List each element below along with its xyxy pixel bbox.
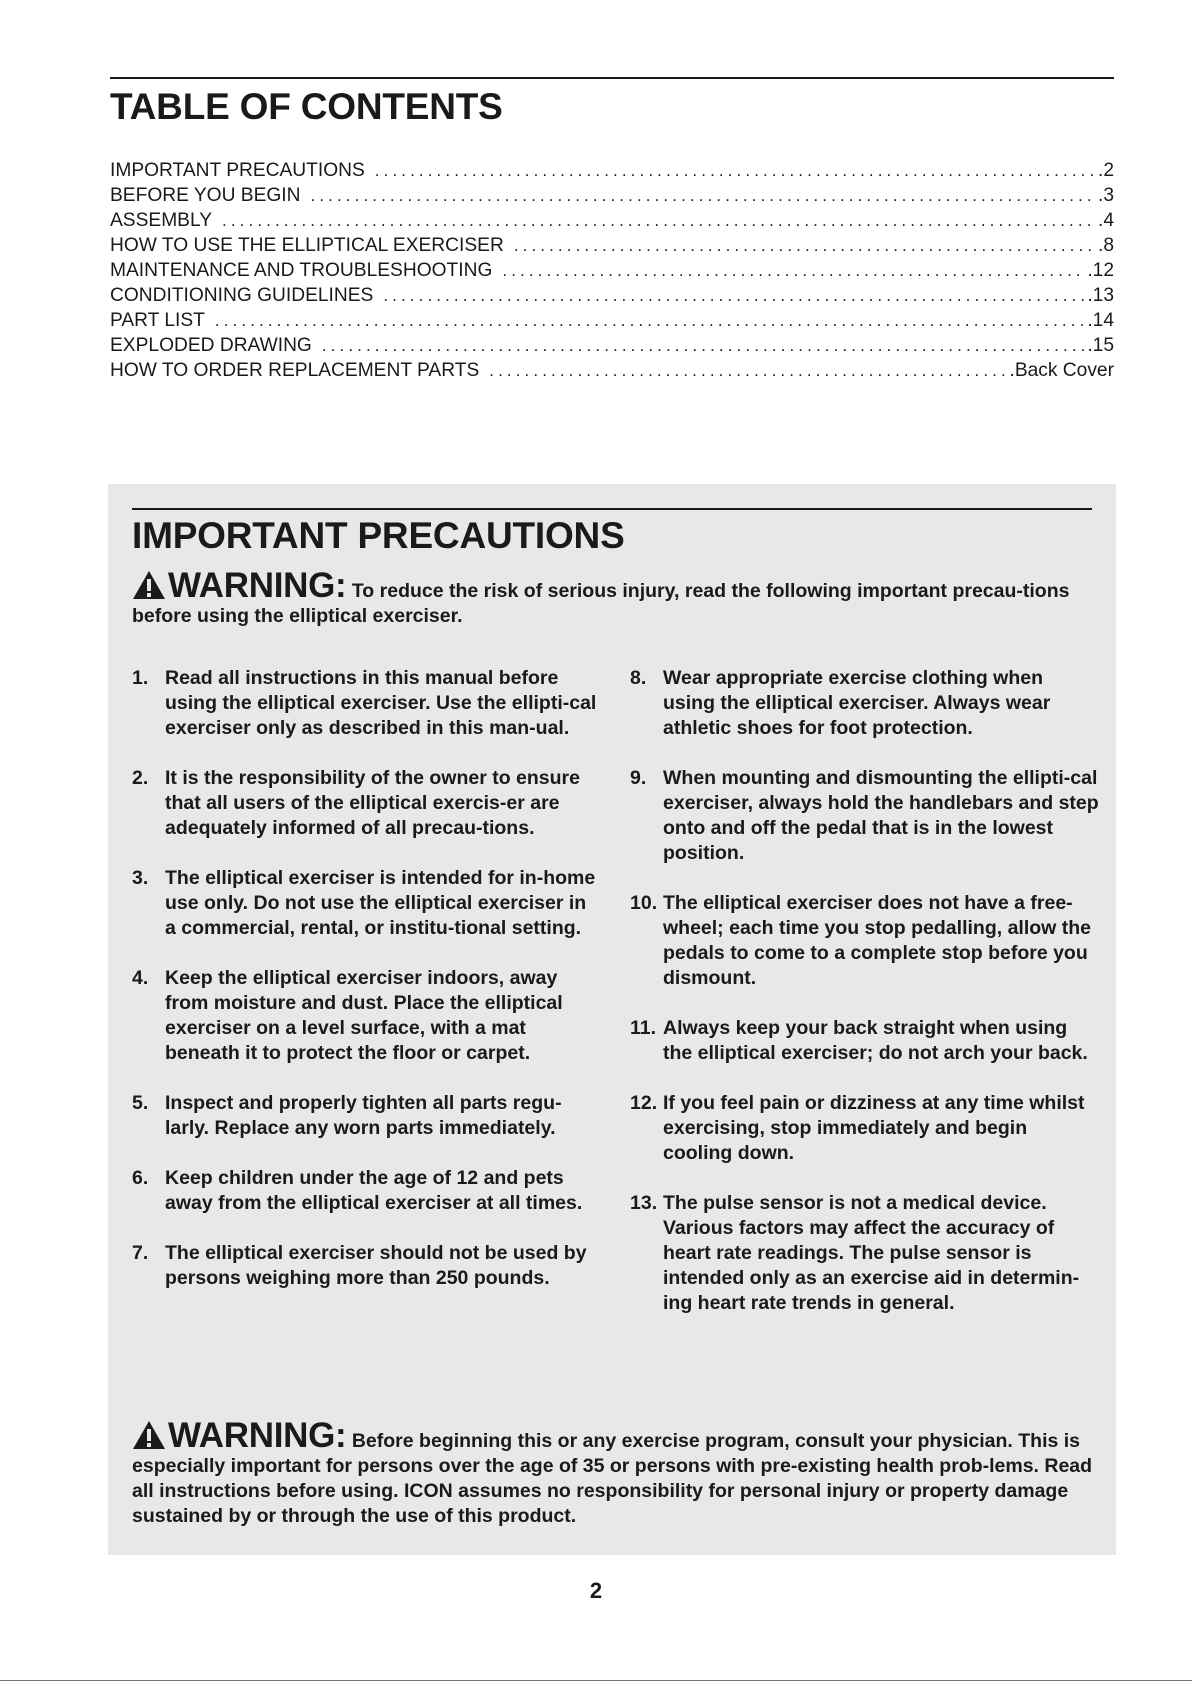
- item-number: 1.: [132, 667, 149, 689]
- toc-entry-page: .4: [1097, 210, 1114, 231]
- toc-leader: [489, 358, 1007, 383]
- toc-entry: [110, 158, 1114, 183]
- item-number: 3.: [132, 867, 149, 889]
- toc-leader: [311, 183, 1096, 208]
- toc-leader: [375, 158, 1096, 183]
- toc-entry-page: .2: [1097, 160, 1114, 181]
- toc-entry-page: .3: [1097, 185, 1114, 206]
- item-number: 2.: [132, 767, 149, 789]
- warning-triangle-icon: [132, 1420, 166, 1450]
- list-item: [630, 666, 1100, 741]
- item-number: 13.: [630, 1192, 658, 1214]
- item-text: When mounting and dismounting the ellipti-cal exerciser, always hold the handlebars and step onto and off the pedal that is in the lowest position.: [663, 767, 1099, 864]
- list-item: [132, 1166, 602, 1216]
- toc-title: TABLE OF CONTENTS: [110, 86, 503, 127]
- warning-triangle-icon: [132, 570, 166, 600]
- toc-entry: [110, 333, 1114, 358]
- table-of-contents: [110, 77, 1114, 383]
- toc-entry: [110, 308, 1114, 333]
- toc-entry: [110, 258, 1114, 283]
- list-item: [630, 1091, 1100, 1166]
- page-number: 2: [589, 1578, 603, 1603]
- item-number: 10.: [630, 892, 658, 914]
- toc-entry: [110, 233, 1114, 258]
- item-text: The pulse sensor is not a medical device. Various factors may affect the accuracy of heart rate readings. The pulse sensor is intended only as an exercise aid in determin-ing heart rate trends in general.: [663, 1192, 1080, 1314]
- toc-entry-page: .8: [1097, 235, 1114, 256]
- item-number: 7.: [132, 1242, 149, 1264]
- list-item: [630, 1016, 1100, 1066]
- list-item: [132, 766, 602, 841]
- toc-entry: [110, 358, 1114, 383]
- precautions-title: IMPORTANT PRECAUTIONS: [132, 515, 625, 556]
- item-number: 9.: [630, 767, 647, 789]
- toc-entry-label: MAINTENANCE AND TROUBLESHOOTING: [110, 260, 493, 281]
- list-item: [132, 866, 602, 941]
- item-number: 12.: [630, 1092, 658, 1114]
- item-number: 5.: [132, 1092, 149, 1114]
- list-item: [132, 966, 602, 1066]
- item-number: 6.: [132, 1167, 149, 1189]
- toc-entry: [110, 183, 1114, 208]
- warning-intro-text: To reduce the risk of serious injury, read the following important precau-tions before using the elliptical exerciser.: [132, 580, 1070, 627]
- item-text: The elliptical exerciser should not be used by persons weighing more than 250 pounds.: [165, 1242, 587, 1289]
- item-text: The elliptical exerciser does not have a free-wheel; each time you stop pedalling, allow the pedals to come to a complete stop before you dismount.: [663, 892, 1091, 989]
- list-item: [630, 1191, 1100, 1316]
- toc-entry: [110, 283, 1114, 308]
- toc-entry-page: .14: [1087, 310, 1114, 331]
- item-text: Keep children under the age of 12 and pets away from the elliptical exerciser at all times.: [165, 1167, 583, 1214]
- warning-label: WARNING:: [168, 566, 347, 605]
- item-number: 4.: [132, 967, 149, 989]
- toc-entry: [110, 208, 1114, 233]
- toc-entry-page: .12: [1087, 260, 1114, 281]
- toc-leader: [222, 208, 1096, 233]
- item-number: 8.: [630, 667, 647, 689]
- toc-entry-label: BEFORE YOU BEGIN: [110, 185, 301, 206]
- toc-leader: [502, 258, 1085, 283]
- toc-leader: [322, 333, 1085, 358]
- item-number: 11.: [630, 1017, 657, 1039]
- item-text: If you feel pain or dizziness at any time whilst exercising, stop immediately and begin cooling down.: [663, 1092, 1085, 1164]
- toc-leader: [514, 233, 1096, 258]
- item-text: Read all instructions in this manual before using the elliptical exerciser. Use the ellipti-cal exerciser only as described in this man-ual.: [165, 667, 597, 739]
- toc-list: [110, 158, 1114, 383]
- toc-entry-label: CONDITIONING GUIDELINES: [110, 285, 374, 306]
- toc-entry-label: HOW TO USE THE ELLIPTICAL EXERCISER: [110, 235, 504, 256]
- list-item: [630, 891, 1100, 991]
- item-text: Always keep your back straight when using the elliptical exerciser; do not arch your back.: [663, 1017, 1088, 1064]
- item-text: Keep the elliptical exerciser indoors, away from moisture and dust. Place the elliptical exerciser on a level surface, with a mat beneath it to protect the floor or carpet.: [165, 967, 563, 1064]
- precautions-list-right: [630, 666, 1100, 1341]
- list-item: [132, 1241, 602, 1291]
- toc-entry-page: .Back Cover: [1009, 360, 1114, 381]
- list-item: [132, 1091, 602, 1141]
- item-text: Wear appropriate exercise clothing when using the elliptical exerciser. Always wear athletic shoes for foot protection.: [663, 667, 1051, 739]
- toc-entry-label: IMPORTANT PRECAUTIONS: [110, 160, 365, 181]
- toc-entry-label: HOW TO ORDER REPLACEMENT PARTS: [110, 360, 480, 381]
- page-edge-line: [0, 1680, 1192, 1681]
- warning-label: WARNING:: [168, 1416, 347, 1455]
- toc-entry-label: ASSEMBLY: [110, 210, 213, 231]
- warning-intro: [132, 566, 1092, 629]
- toc-entry-page: .15: [1087, 335, 1114, 356]
- toc-entry-label: PART LIST: [110, 310, 205, 331]
- precautions-box: [108, 484, 1116, 1555]
- warning-physician: [132, 1416, 1107, 1529]
- item-text: Inspect and properly tighten all parts regu-larly. Replace any worn parts immediately.: [165, 1092, 562, 1139]
- item-text: It is the responsibility of the owner to ensure that all users of the elliptical exercis-er are adequately informed of all precau-tions.: [165, 767, 580, 839]
- toc-leader: [383, 283, 1085, 308]
- warning-physician-text: Before beginning this or any exercise program, consult your physician. This is especially important for persons over the age of 35 or persons with pre-existing health prob-lems. Read all instructions before using. ICON assumes no responsibility for personal injury or property damage sustained by or through the use of this product.: [132, 1430, 1093, 1527]
- divider: [132, 508, 1092, 510]
- toc-entry-page: .13: [1087, 285, 1114, 306]
- divider: [110, 77, 1114, 79]
- list-item: [630, 766, 1100, 866]
- toc-leader: [215, 308, 1085, 333]
- list-item: [132, 666, 602, 741]
- precautions-list-left: [132, 666, 602, 1316]
- item-text: The elliptical exerciser is intended for in-home use only. Do not use the elliptical exerciser in a commercial, rental, or institu-tional setting.: [165, 867, 596, 939]
- toc-entry-label: EXPLODED DRAWING: [110, 335, 312, 356]
